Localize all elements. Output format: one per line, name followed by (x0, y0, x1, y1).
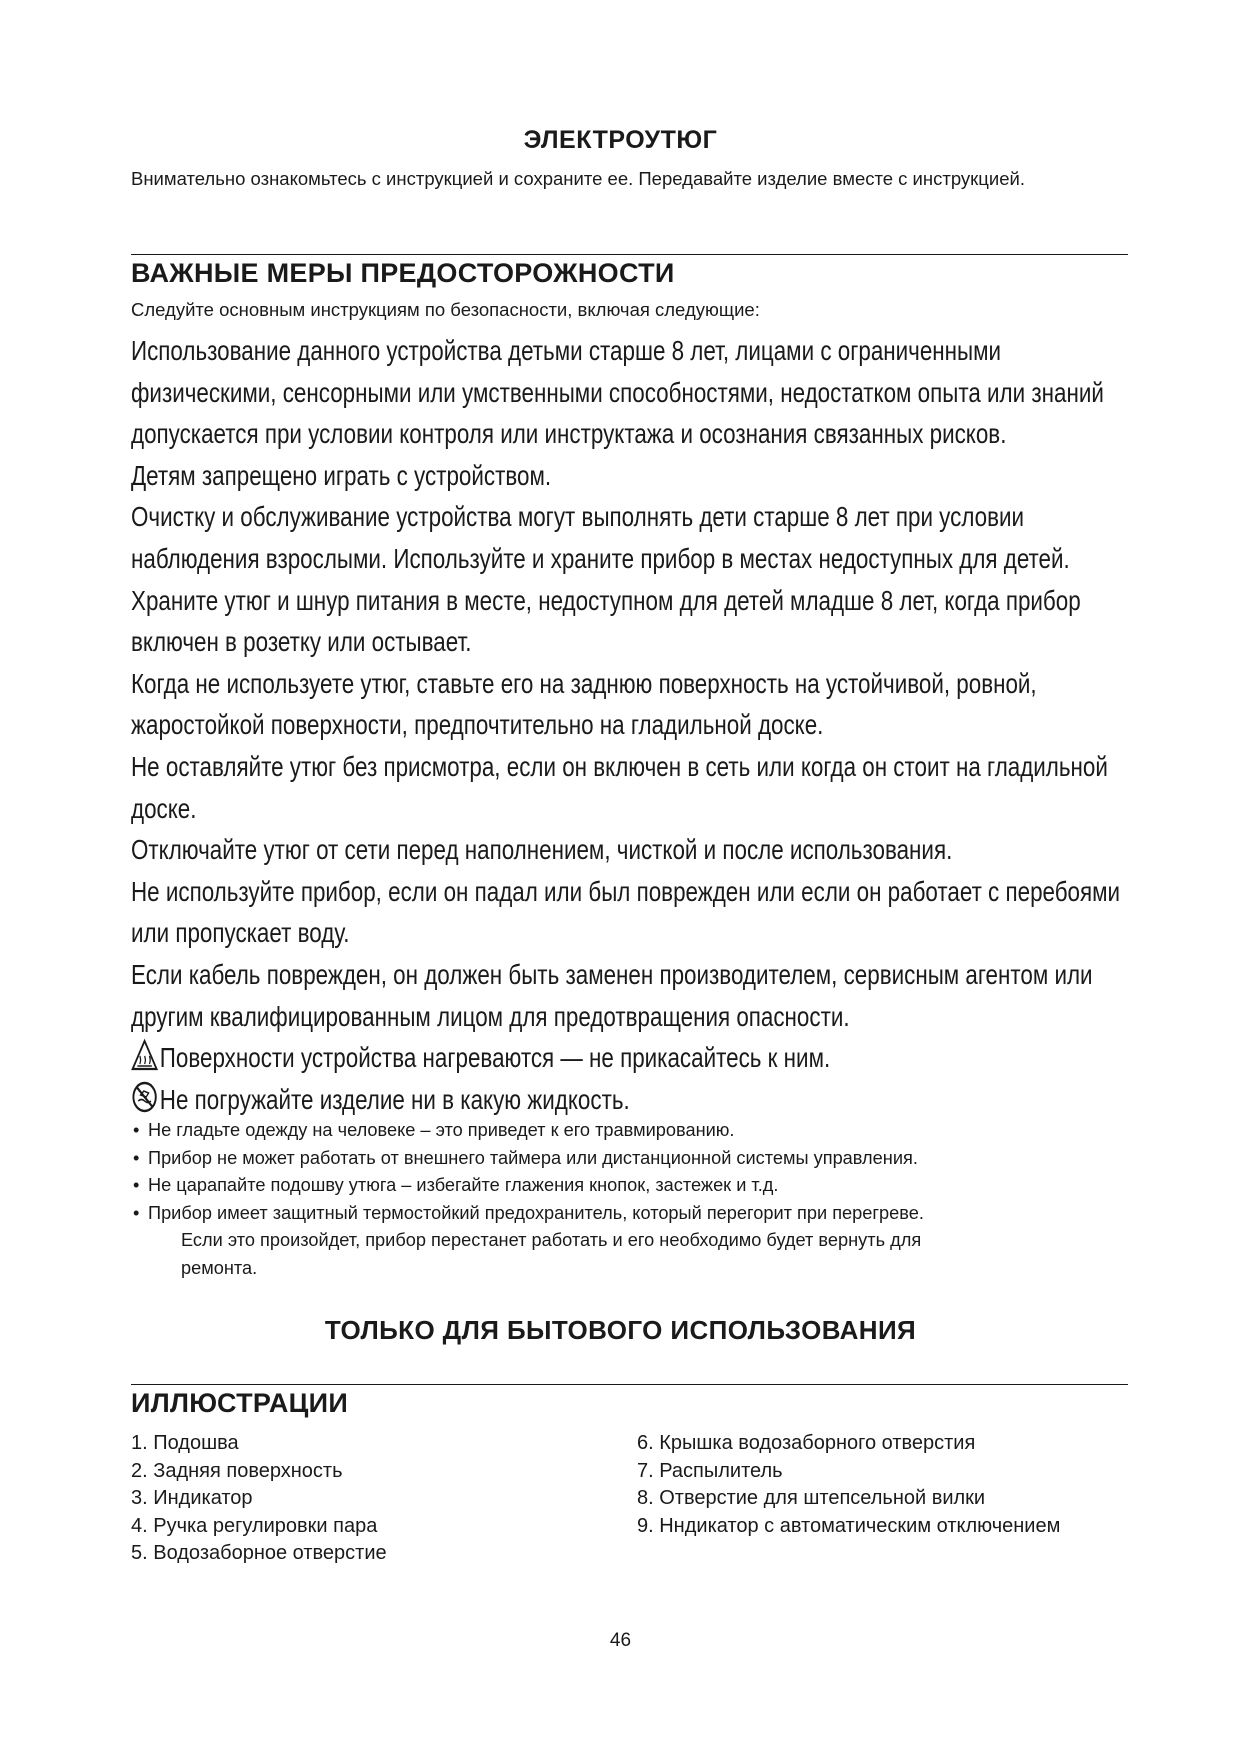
section-divider (131, 254, 1128, 255)
safety-line: допускается при условии контроля или инструктажа и осознания связанных рисков. (131, 418, 1007, 450)
list-item: 2. Задняя поверхность (131, 1459, 343, 1482)
safety-line: Очистку и обслуживание устройства могут выполнять дети старше 8 лет при условии (131, 501, 1025, 533)
bullet-icon: • (133, 1120, 140, 1140)
parts-list-left (131, 1430, 387, 1568)
no-immersion-warning-line (131, 1079, 931, 1121)
safety-subheading: Следуйте основным инструкциям по безопасности, включая следующие: (131, 299, 760, 320)
list-item: 4. Ручка регулировки пара (131, 1514, 378, 1537)
list-item-continuation: ремонта. (181, 1257, 258, 1278)
safety-heading: ВАЖНЫЕ МЕРЫ ПРЕДОСТОРОЖНОСТИ (131, 258, 675, 288)
page-number: 46 (609, 1630, 632, 1651)
intro-text: Внимательно ознакомьтесь с инструкцией и сохраните ее. Передавайте изделие вместе с инструкцией. (131, 168, 1025, 189)
list-item: • Прибор не может работать от внешнего таймера или дистанционной системы управления. (131, 1145, 1131, 1173)
safety-line: Не используйте прибор, если он падал или был поврежден или если он работает с перебоями (131, 875, 1121, 907)
list-item: 7. Распылитель (637, 1459, 783, 1482)
list-item: 5. Водозаборное отверстие (131, 1542, 387, 1565)
list-item: 8. Отверстие для штепсельной вилки (637, 1487, 986, 1510)
hot-surface-warning-text: Поверхности устройства нагреваются — не прикасайтесь к ним. (159, 1042, 831, 1074)
list-item-continuation: Если это произойдет, прибор перестанет работать и его необходимо будет вернуть для (181, 1230, 922, 1250)
bullet-icon: • (133, 1175, 140, 1195)
safety-line: Отключайте утюг от сети перед наполнением, чисткой и после использования. (131, 834, 953, 866)
safety-line: Не оставляйте утюг без присмотра, если он включен в сеть или когда он стоит на гладильной (131, 750, 1108, 782)
safety-line: доске. (131, 792, 197, 824)
safety-line: Если кабель поврежден, он должен быть заменен производителем, сервисным агентом или (131, 958, 1093, 990)
safety-line: жаростойкой поверхности, предпочтительно на гладильной доске. (131, 709, 824, 741)
safety-text-block (131, 330, 1121, 1120)
list-item: • Прибор имеет защитный термостойкий предохранитель, который перегорит при перегреве. (131, 1200, 1131, 1228)
safety-line: или пропускает воду. (131, 917, 350, 949)
section-divider (131, 1384, 1128, 1385)
list-item: 6. Крышка водозаборного отверстия (637, 1432, 976, 1454)
safety-line: Храните утюг и шнур питания в месте, недоступном для детей младше 8 лет, когда прибор (131, 584, 1081, 616)
safety-line: Использование данного устройства детьми старше 8 лет, лицами с ограниченными (131, 335, 1002, 366)
hot-surface-warning-line (131, 1037, 931, 1079)
list-item: • Не царапайте подошву утюга – избегайте глажения кнопок, застежек и т.д. (131, 1172, 1131, 1200)
document-title: ЭЛЕКТРОУТЮГ (523, 126, 718, 154)
hot-surface-warning-icon (131, 1038, 158, 1072)
list-item: 9. Нндикатор с автоматическим отключением (637, 1514, 1061, 1537)
safety-line: физическими, сенсорными или умственными способностями, недостатком опыта или знаний (131, 376, 1104, 408)
bullet-icon: • (133, 1147, 140, 1168)
parts-list-right (637, 1430, 1060, 1540)
safety-line: Когда не используете утюг, ставьте его на заднюю поверхность на устойчивой, ровной, (131, 667, 1037, 699)
safety-line: Детям запрещено играть с устройством. (131, 459, 552, 491)
list-item: 3. Индикатор (131, 1487, 253, 1510)
safety-line: включен в розетку или остывает. (131, 626, 472, 658)
illustrations-heading: ИЛЛЮСТРАЦИИ (131, 1388, 349, 1418)
safety-line: наблюдения взрослыми. Используйте и храните прибор в местах недоступных для детей. (131, 542, 1070, 574)
safety-bullet-list (131, 1117, 1131, 1282)
no-immersion-warning-text: Не погружайте изделие ни в какую жидкость. (159, 1083, 630, 1115)
no-immersion-icon (131, 1080, 158, 1114)
bullet-icon: • (133, 1202, 140, 1223)
safety-line: другим квалифицированным лицом для предотвращения опасности. (131, 1000, 850, 1032)
household-use-heading: ТОЛЬКО ДЛЯ БЫТОВОГО ИСПОЛЬЗОВАНИЯ (324, 1315, 917, 1345)
list-item: 1. Подошва (131, 1432, 239, 1454)
list-item: • Не гладьте одежду на человеке – это приведет к его травмированию. (131, 1117, 1131, 1145)
